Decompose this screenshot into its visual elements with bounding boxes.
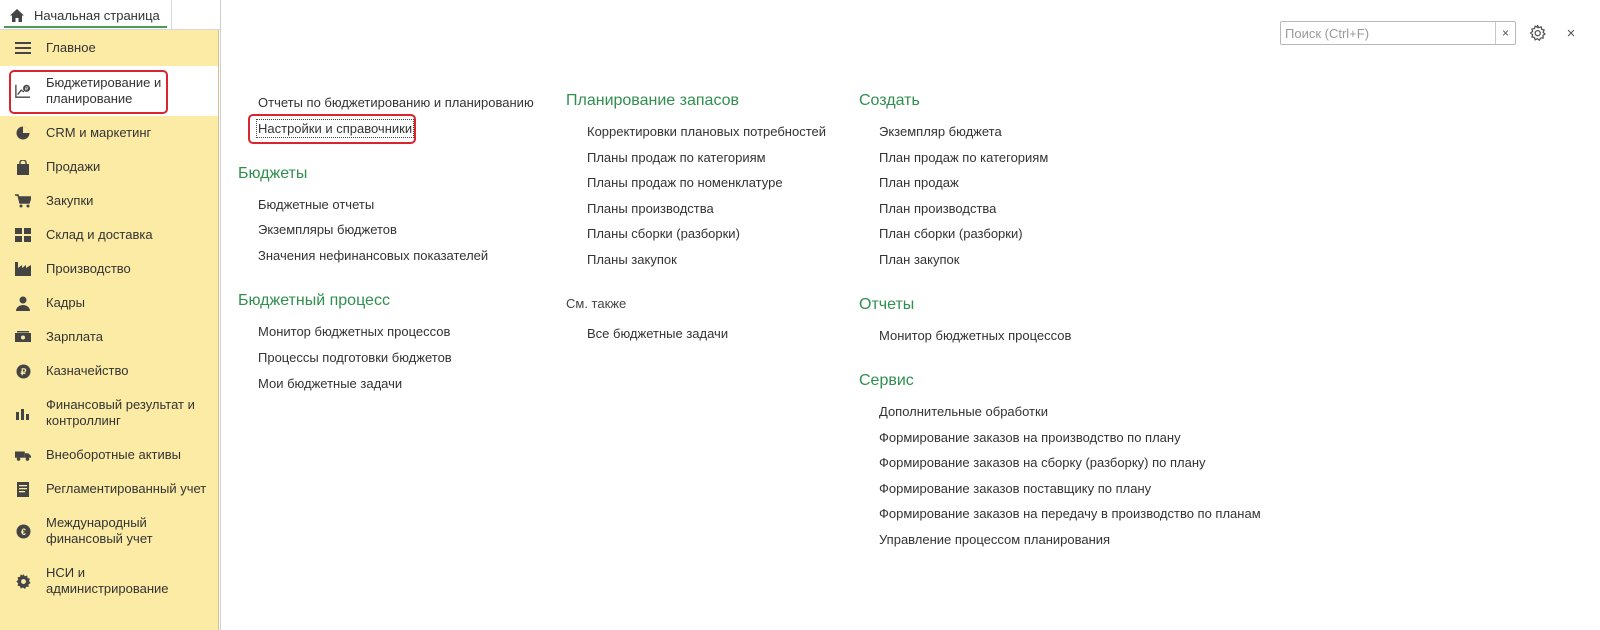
link-additional-processing[interactable]: Дополнительные обработки [879, 404, 1048, 419]
budget-chart-icon [15, 83, 31, 99]
person-icon [15, 295, 31, 311]
sidebar-item-main[interactable] [0, 30, 218, 66]
link-create-purchase-plan[interactable]: План закупок [879, 252, 960, 267]
link-sales-plans-by-items[interactable]: Планы продаж по номенклатуре [587, 175, 783, 190]
section-title-budgets: Бюджеты [238, 165, 308, 182]
sidebar-item-label: Финансовый результат и контроллинг [46, 397, 195, 428]
link-budget-reports[interactable]: Бюджетные отчеты [258, 197, 375, 212]
sidebar-item-crm[interactable] [0, 116, 218, 150]
sidebar-item-sales[interactable] [0, 150, 218, 184]
link-settings-and-directories[interactable]: Настройки и справочники [258, 121, 413, 136]
link-transfer-orders-by-plans[interactable]: Формирование заказов на передачу в производство по планам [879, 506, 1261, 521]
section-title-service: Сервис [859, 372, 914, 389]
link-create-production-plan[interactable]: План производства [879, 201, 997, 216]
link-all-budget-tasks[interactable]: Все бюджетные задачи [587, 326, 729, 341]
link-budget-reports-planning[interactable]: Отчеты по бюджетированию и планированию [258, 95, 534, 110]
sidebar-item-label: CRM и маркетинг [46, 125, 152, 140]
sidebar-item-label: Международный финансовый учет [46, 515, 153, 546]
link-create-budget-instance[interactable]: Экземпляр бюджета [879, 124, 1002, 139]
sidebar [0, 30, 219, 630]
main-panel [220, 0, 1600, 630]
link-production-orders-by-plan[interactable]: Формирование заказов на производство по плану [879, 430, 1181, 445]
document-icon [15, 481, 31, 497]
sidebar-item-admin[interactable] [0, 556, 218, 606]
section-title-reports: Отчеты [859, 296, 915, 313]
pie-chart-icon [15, 125, 31, 141]
tab-bar [0, 0, 220, 30]
sidebar-item-international-accounting[interactable] [0, 506, 218, 556]
sidebar-item-label: Продажи [46, 159, 101, 174]
link-demand-adjustments[interactable]: Корректировки плановых потребностей [587, 124, 827, 139]
section-title-budget-process: Бюджетный процесс [238, 292, 390, 309]
link-planning-process-management[interactable]: Управление процессом планирования [879, 532, 1111, 547]
svg-text:₽: ₽ [24, 86, 29, 93]
sidebar-item-warehouse[interactable] [0, 218, 218, 252]
sidebar-item-regulated-accounting[interactable] [0, 472, 218, 506]
sidebar-item-label: Регламентированный учет [46, 481, 207, 496]
link-production-plans[interactable]: Планы производства [587, 201, 714, 216]
search-box [1280, 21, 1516, 45]
sidebar-item-fixed-assets[interactable] [0, 438, 218, 472]
tab-home[interactable] [0, 0, 172, 30]
search-input[interactable] [1281, 22, 1495, 44]
link-budget-instances[interactable]: Экземпляры бюджетов [258, 222, 397, 237]
section-title-see-also: См. также [566, 296, 627, 311]
close-icon: × [1566, 24, 1576, 42]
sidebar-item-label: Бюджетирование и планирование [46, 75, 162, 106]
sidebar-item-label: Казначейство [46, 363, 129, 378]
money-icon [15, 329, 31, 345]
link-nonfinancial-indicators[interactable]: Значения нефинансовых показателей [258, 248, 489, 263]
sidebar-item-label: Зарплата [46, 329, 103, 344]
sidebar-item-hr[interactable] [0, 286, 218, 320]
bar-chart-icon [15, 405, 31, 421]
sidebar-item-salary[interactable] [0, 320, 218, 354]
section-title-create: Создать [859, 92, 920, 109]
section-title-inventory-planning: Планирование запасов [566, 92, 740, 109]
svg-text:€: € [20, 526, 26, 537]
factory-icon [15, 261, 31, 277]
sidebar-item-purchases[interactable] [0, 184, 218, 218]
sidebar-item-label: Кадры [46, 295, 85, 310]
link-purchase-plans[interactable]: Планы закупок [587, 252, 677, 267]
link-my-budget-tasks[interactable]: Мои бюджетные задачи [258, 376, 403, 391]
close-button[interactable] [1561, 22, 1581, 44]
gear-icon [1529, 25, 1546, 42]
sidebar-item-label: Закупки [46, 193, 94, 208]
link-create-assembly-plan[interactable]: План сборки (разборки) [879, 226, 1023, 241]
link-reports-budget-process-monitor[interactable]: Монитор бюджетных процессов [879, 328, 1072, 343]
ruble-coin-icon [15, 363, 31, 379]
cart-icon [15, 193, 31, 209]
shopping-bag-icon [15, 159, 31, 175]
link-assembly-orders-by-plan[interactable]: Формирование заказов на сборку (разборку) по плану [879, 455, 1206, 470]
svg-text:₽: ₽ [20, 366, 26, 377]
settings-button[interactable] [1526, 22, 1548, 44]
gear-icon [15, 573, 31, 589]
link-supplier-orders-by-plan[interactable]: Формирование заказов поставщику по плану [879, 481, 1152, 496]
sidebar-item-label: НСИ и администрирование [46, 565, 169, 596]
sidebar-item-label: Производство [46, 261, 131, 276]
sidebar-item-label: Склад и доставка [46, 227, 153, 242]
link-create-sales-plan[interactable]: План продаж [879, 175, 959, 190]
active-tab-indicator [4, 26, 167, 28]
link-assembly-plans[interactable]: Планы сборки (разборки) [587, 226, 740, 241]
warehouse-grid-icon [15, 227, 31, 243]
tab-home-label: Начальная страница [34, 7, 160, 23]
link-budget-preparation-processes[interactable]: Процессы подготовки бюджетов [258, 350, 452, 365]
sidebar-item-budgeting[interactable] [0, 66, 218, 116]
sidebar-item-label: Внеоборотные активы [46, 447, 182, 462]
sidebar-item-financial-result[interactable] [0, 388, 218, 438]
sidebar-item-treasury[interactable] [0, 354, 218, 388]
menu-lines-icon [15, 40, 31, 56]
truck-icon [15, 447, 31, 463]
link-budget-process-monitor[interactable]: Монитор бюджетных процессов [258, 324, 451, 339]
link-sales-plans-by-category[interactable]: Планы продаж по категориям [587, 150, 766, 165]
home-icon [10, 9, 24, 22]
search-clear-button[interactable]: × [1495, 22, 1515, 44]
euro-coin-icon [15, 523, 31, 539]
link-create-sales-plan-by-category[interactable]: План продаж по категориям [879, 150, 1049, 165]
sidebar-item-production[interactable] [0, 252, 218, 286]
sidebar-item-label: Главное [46, 40, 96, 55]
